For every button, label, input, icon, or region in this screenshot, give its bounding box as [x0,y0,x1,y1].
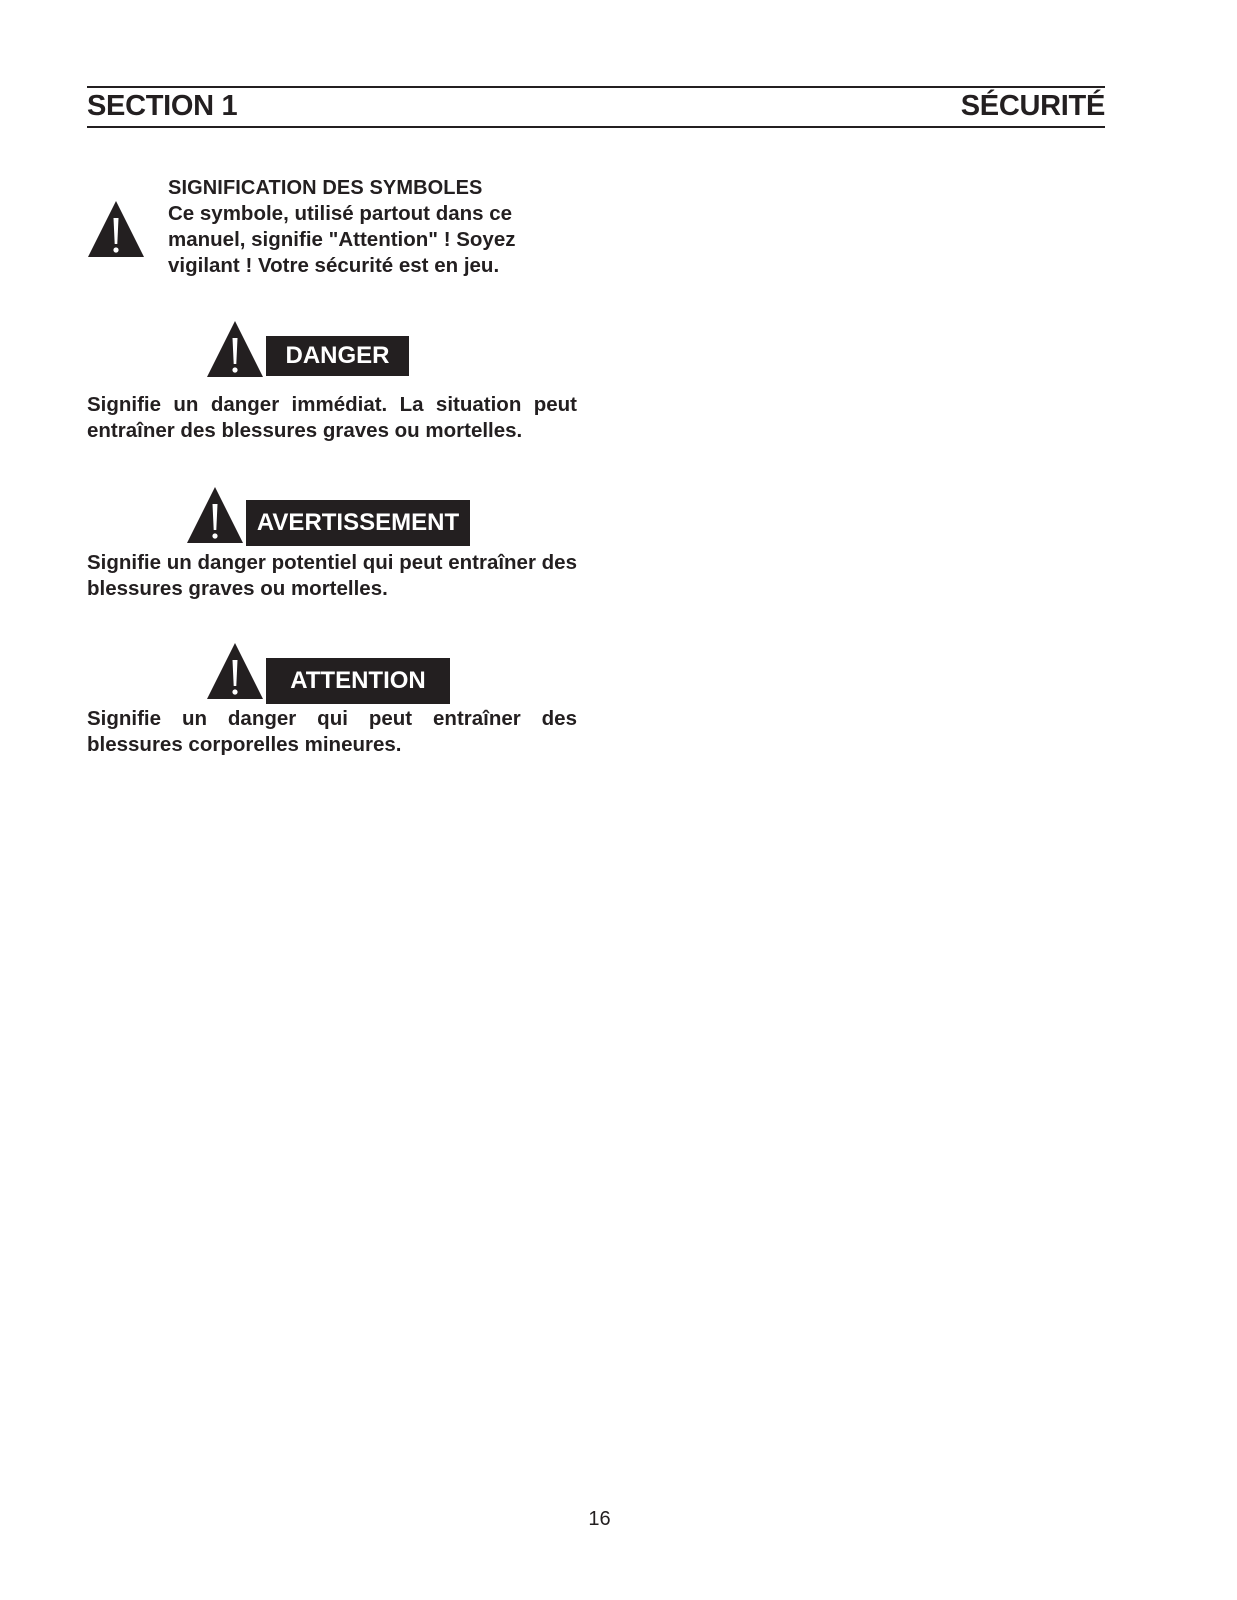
warning-triangle-icon [206,320,264,378]
danger-label: DANGER [266,336,409,376]
page-number: 16 [588,1508,611,1530]
danger-signal-word [206,318,411,380]
caution-description: Signifie un danger qui peut entraîner des blessures corporelles mineures. [87,707,577,756]
caution-signal-word [206,640,451,702]
warning-triangle-icon [206,642,264,700]
header-top-rule [87,86,1105,88]
warning-triangle-icon [186,486,244,544]
header-bottom-rule [87,126,1105,128]
danger-description: Signifie un danger immédiat. La situation peut entraîner des blessures graves ou mortelles. [87,393,577,442]
section-title: SÉCURITÉ [960,90,1105,122]
warning-description: Signifie un danger potentiel qui peut entraîner des blessures graves ou mortelles. [87,551,577,600]
warning-triangle-icon [87,200,145,258]
caution-label: ATTENTION [266,658,450,704]
section-label: SECTION 1 [87,90,238,122]
symbol-meaning-block [87,175,577,285]
symbol-heading: SIGNIFICATION DES SYMBOLES [168,177,483,199]
symbol-text [168,175,577,279]
warning-signal-word [186,484,472,546]
warning-label: AVERTISSEMENT [246,500,470,546]
symbol-description: Ce symbole, utilisé partout dans ce manuel, signifie "Attention" ! Soyez vigilant ! Votre sécurité est en jeu. [168,202,516,277]
